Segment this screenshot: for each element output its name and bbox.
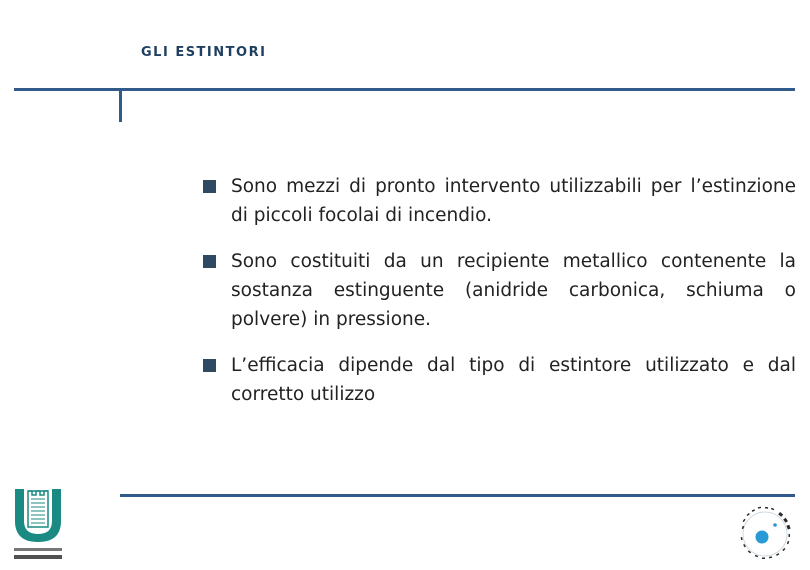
bullet-item [203,172,796,230]
inaf-seal-icon [733,503,797,565]
square-bullet-icon [203,255,216,268]
bullet-text: Sono mezzi di pronto intervento utilizzabili per l’estinzione di piccoli focolai di incendio. [231,176,796,226]
slide-title: GLI ESTINTORI [141,45,267,60]
bottom-divider [120,494,795,497]
bullet-text: Sono costituiti da un recipiente metallico contenente la sostanza estinguente (anidride carbonica, schiuma o polvere) in pressione. [231,251,796,330]
top-divider [14,88,795,91]
bullet-text: L’efficacia dipende dal tipo di estintore utilizzato e dal corretto utilizzo [231,355,796,405]
bullet-item [203,351,796,409]
bullet-item [203,247,796,334]
bullet-list [203,172,796,426]
square-bullet-icon [203,180,216,193]
university-logo-icon [12,487,64,563]
vertical-divider [119,91,122,122]
square-bullet-icon [203,359,216,372]
